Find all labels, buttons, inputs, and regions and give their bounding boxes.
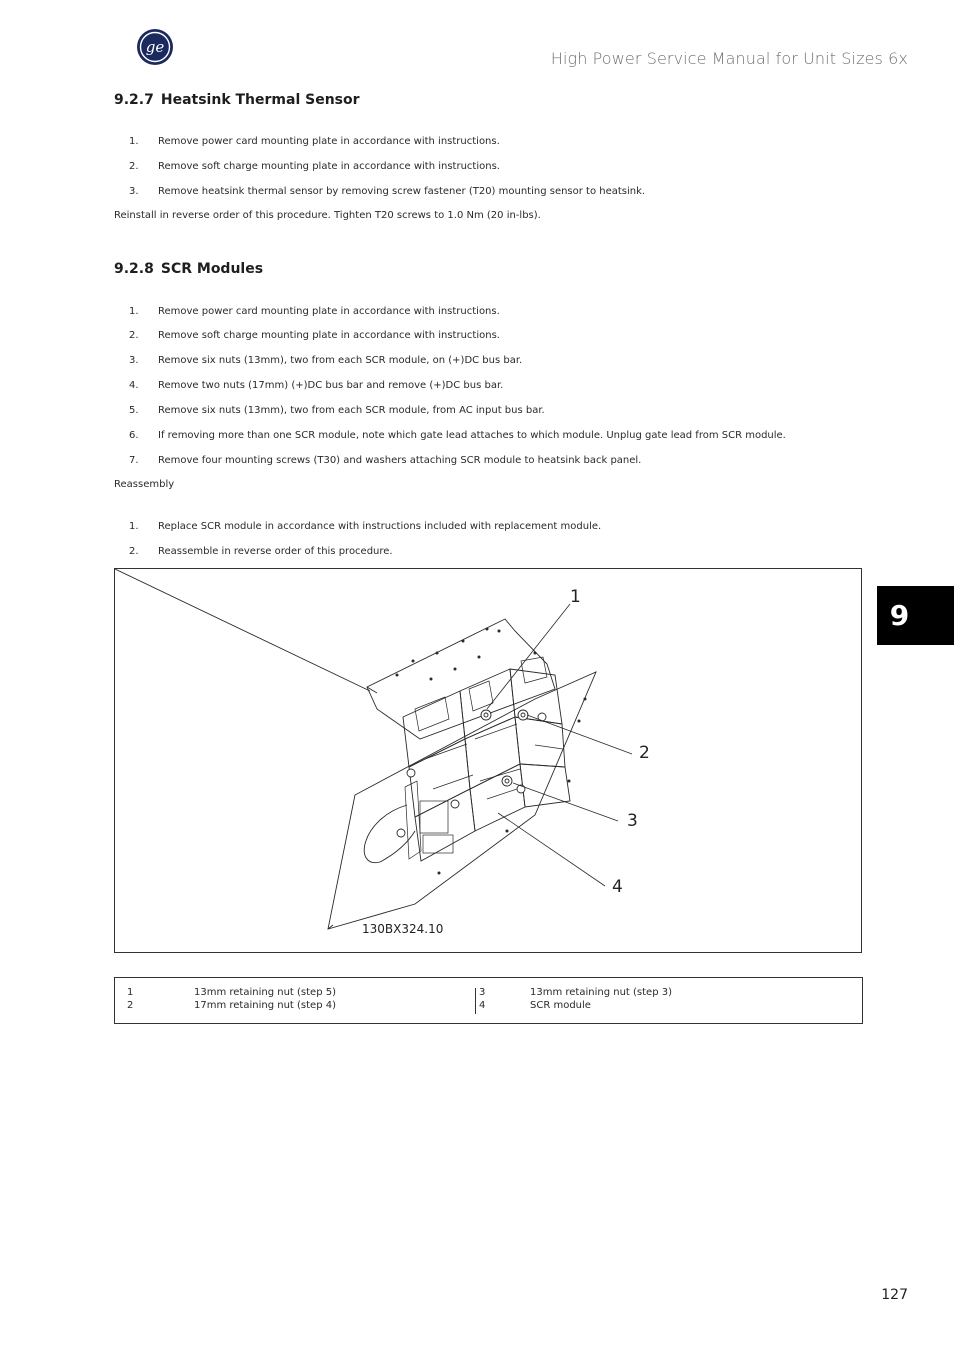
- page-number: 127: [881, 1287, 908, 1303]
- step-text: Remove power card mounting plate in accordance with instructions.: [158, 136, 500, 147]
- callout-2: 2: [639, 743, 650, 763]
- step-number: 2.: [129, 161, 139, 172]
- figure-box: [114, 568, 862, 953]
- ge-logo: [136, 28, 174, 66]
- step-text: Remove two nuts (17mm) (+)DC bus bar and remove (+)DC bus bar.: [158, 380, 504, 391]
- legend-number: 2: [127, 1000, 134, 1011]
- figure-code: 130BX324.10: [362, 922, 444, 936]
- step-number: 6.: [129, 430, 139, 441]
- legend-text: 17mm retaining nut (step 4): [194, 1000, 336, 1011]
- step-number: 3.: [129, 355, 139, 366]
- legend-number: 1: [127, 987, 134, 998]
- scr-module-drawing: [115, 569, 861, 952]
- step-number: 1.: [129, 521, 139, 532]
- legend-text: 13mm retaining nut (step 3): [530, 987, 672, 998]
- section-heading-928: [114, 261, 263, 277]
- step-text: Remove soft charge mounting plate in accordance with instructions.: [158, 161, 500, 172]
- step-number: 2.: [129, 546, 139, 557]
- legend-text: 13mm retaining nut (step 5): [194, 987, 336, 998]
- legend-number: 4: [479, 1000, 486, 1011]
- reinstall-note: Reinstall in reverse order of this procedure. Tighten T20 screws to 1.0 Nm (20 in-lbs).: [114, 210, 541, 221]
- step-number: 2.: [129, 330, 139, 341]
- step-text: Remove six nuts (13mm), two from each SCR module, on (+)DC bus bar.: [158, 355, 523, 366]
- section-title: Heatsink Thermal Sensor: [160, 92, 360, 108]
- step-number: 7.: [129, 455, 139, 466]
- step-number: 5.: [129, 405, 139, 416]
- step-text: Remove soft charge mounting plate in accordance with instructions.: [158, 330, 500, 341]
- step-text: Remove six nuts (13mm), two from each SCR module, from AC input bus bar.: [158, 405, 545, 416]
- step-number: 1.: [129, 306, 139, 317]
- step-text: Reassemble in reverse order of this procedure.: [158, 546, 393, 557]
- svg-text:ge: ge: [145, 38, 165, 56]
- step-text: Remove heatsink thermal sensor by removing screw fastener (T20) mounting sensor to heatsink.: [158, 186, 646, 197]
- callout-3: 3: [627, 811, 638, 831]
- section-title: SCR Modules: [160, 261, 264, 277]
- section-heading-927: [114, 92, 360, 108]
- step-text: If removing more than one SCR module, note which gate lead attaches to which module. Unplug gate lead from SCR module.: [158, 430, 786, 441]
- reassembly-label: Reassembly: [114, 479, 175, 490]
- legend-table: [114, 977, 863, 1024]
- legend-number: 3: [479, 987, 486, 998]
- document-title: High Power Service Manual for Unit Sizes 6x: [550, 49, 908, 68]
- step-text: Replace SCR module in accordance with instructions included with replacement module.: [158, 521, 602, 532]
- section-number: 9.2.7: [114, 92, 154, 108]
- legend-divider: [475, 988, 476, 1014]
- step-number: 4.: [129, 380, 139, 391]
- step-text: Remove power card mounting plate in accordance with instructions.: [158, 306, 500, 317]
- callout-1: 1: [570, 587, 581, 607]
- section-number: 9.2.8: [114, 261, 154, 277]
- chapter-tab: 9: [877, 586, 954, 645]
- step-number: 1.: [129, 136, 139, 147]
- legend-text: SCR module: [530, 1000, 591, 1011]
- callout-4: 4: [612, 877, 623, 897]
- step-number: 3.: [129, 186, 139, 197]
- step-text: Remove four mounting screws (T30) and washers attaching SCR module to heatsink back panel.: [158, 455, 642, 466]
